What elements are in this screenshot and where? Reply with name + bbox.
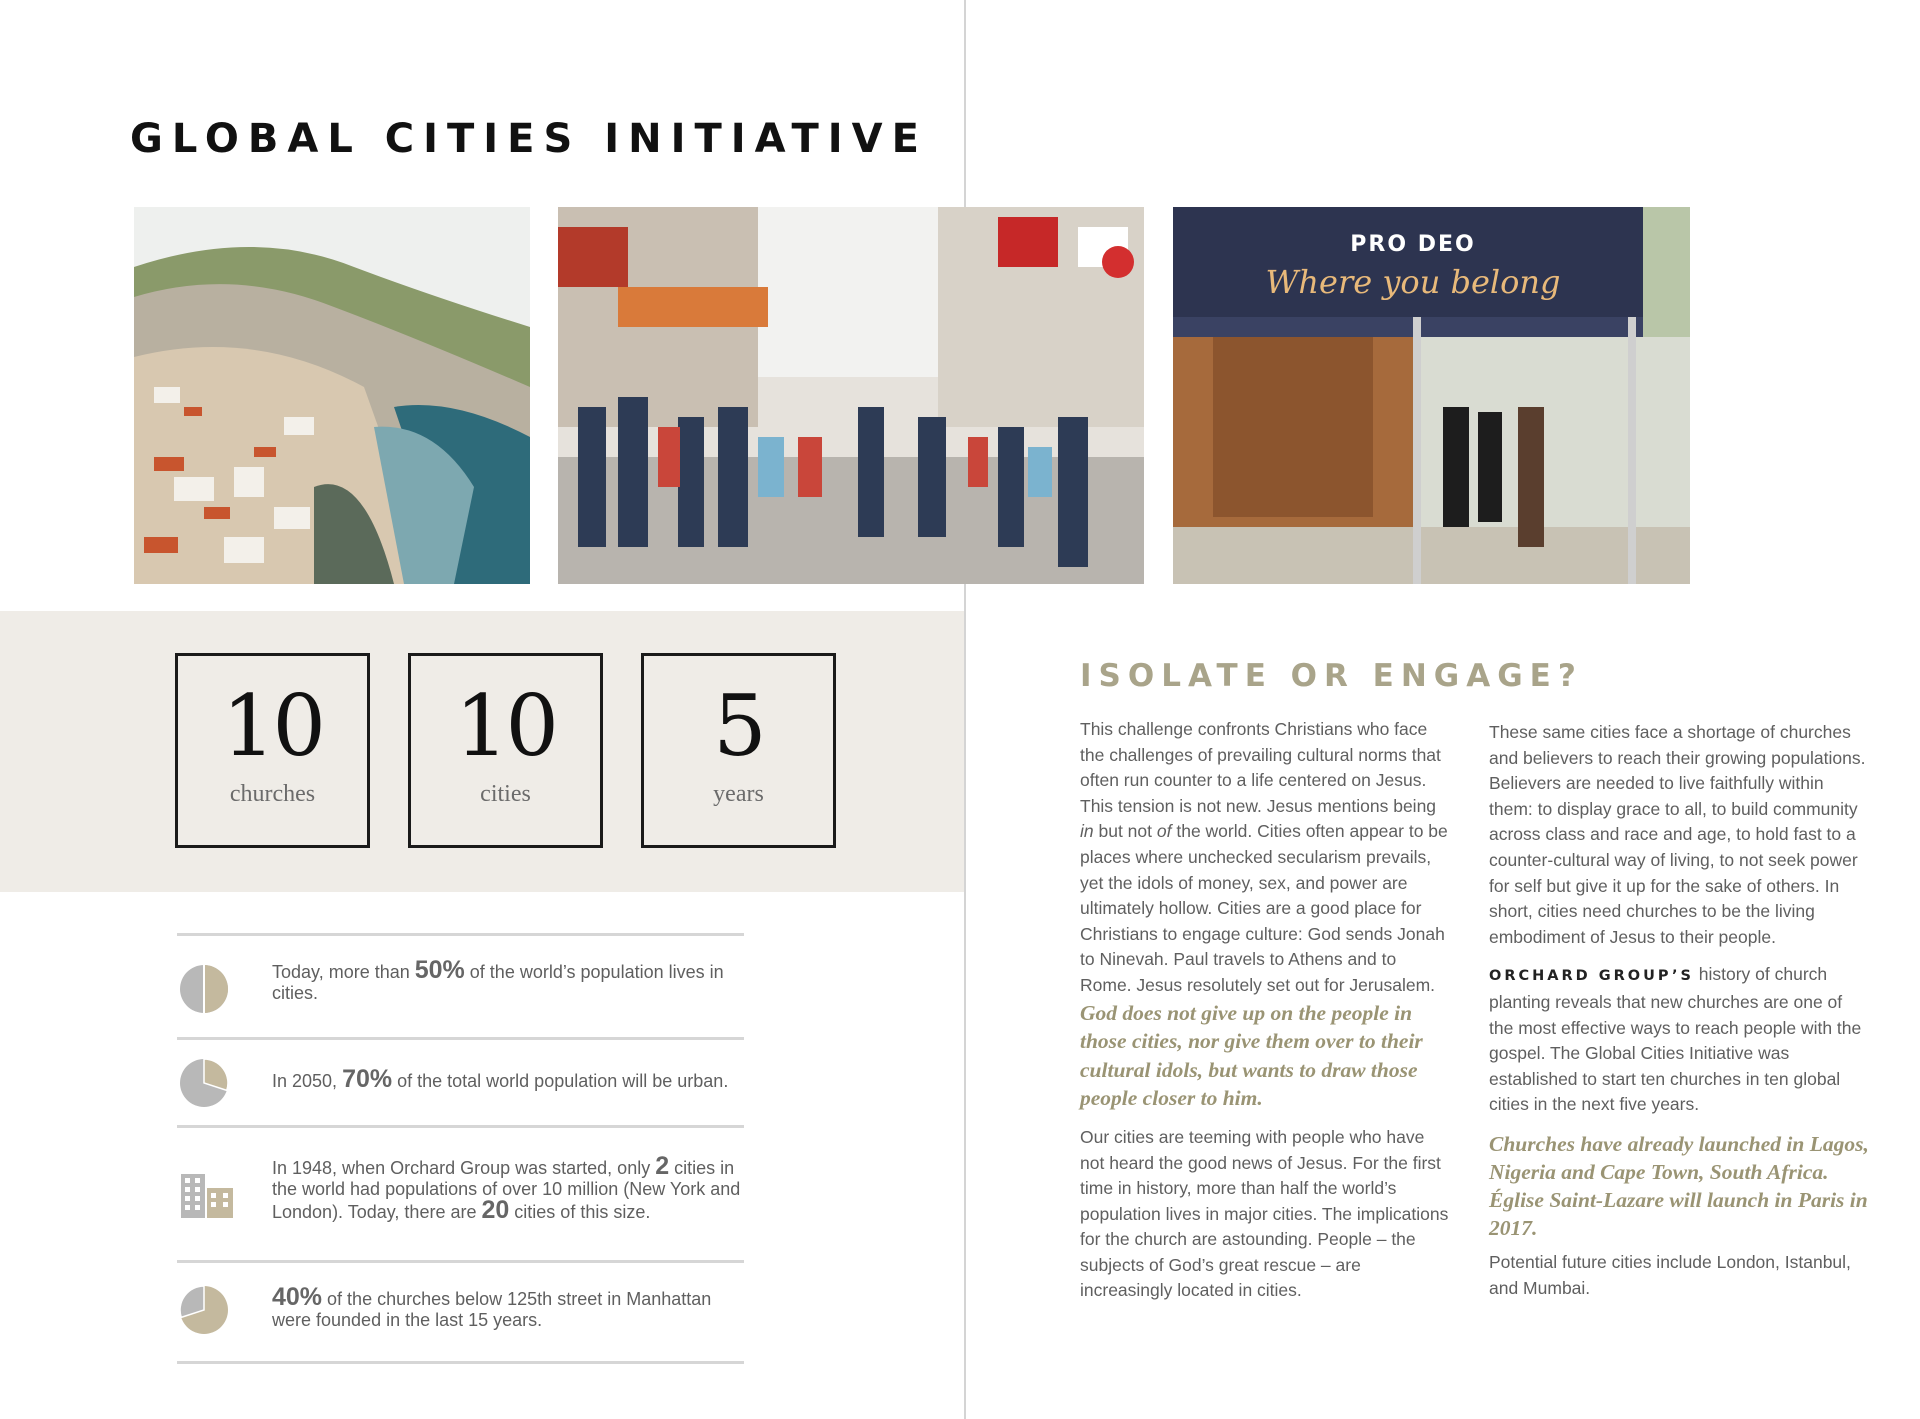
fact-text: 40% of the churches below 125th street in Manhattan were founded in the last 15 years. — [272, 1283, 712, 1330]
body-paragraph: These same cities face a shortage of churches and believers to reach their growing populations. Believers are needed to live faithfully within them: to display grace to all, to build community across class and race and age, to hold fast to a counter-cultural way of living, to not seek power for self but give it up for the sake of others. In short, cities need churches to be the living embodiment of Jesus to their people. — [1489, 722, 1866, 947]
body-paragraph: Potential future cities include London, Istanbul, and Mumbai. — [1489, 1251, 1851, 1298]
tent-brand-text: PRO DEO — [1350, 232, 1476, 257]
fact-item — [177, 1128, 744, 1260]
divider — [177, 1361, 744, 1364]
pie-chart-70-icon — [179, 1058, 229, 1108]
stat-number: 5 — [713, 677, 764, 775]
pull-quote: Churches have already launched in Lagos, Nigeria and Cape Town, South Africa. Église Saint-Lazare will launch in Paris in 2017. — [1489, 1131, 1869, 1240]
text-column-right — [1489, 720, 1869, 1313]
stat-box-cities — [408, 653, 603, 848]
body-paragraph: This challenge confronts Christians who face the challenges of prevailing cultural norms that often run counter to a life centered on Jesus. This tension is not new. Jesus mentions being in but not of the world. Cities often appear to be places where unchecked secularism prevails, yet the idols of money, sex, and power are ultimately hollow. Cities are a good place for Christians to engage culture: God sends Jonah to Ninevah. Paul travels to Athens and to Rome. Jesus resolutely set out for Jerusalem. God does not give up on the people in those cities, nor give them over to their cultural idols, but wants to draw those people closer to him. — [1080, 719, 1448, 1111]
page-title: GLOBAL CITIES INITIATIVE — [130, 116, 928, 162]
pull-quote: God does not give up on the people in those cities, nor give them over to their cultural idols, but wants to draw those people closer to him. — [1080, 1000, 1423, 1111]
buildings-icon — [179, 1172, 235, 1220]
text-column-left — [1080, 717, 1450, 1316]
fact-text: Today, more than 50% of the world’s population lives in cities. — [272, 956, 724, 1003]
stat-box-churches — [175, 653, 370, 848]
tent-slogan-text: Where you belong — [1265, 263, 1561, 301]
stat-box-years — [641, 653, 836, 848]
fact-item — [177, 1040, 744, 1125]
body-paragraph: Our cities are teeming with people who have not heard the good news of Jesus. For the first time in history, more than half the world’s population lives in major cities. The implications for the church are astounding. People – the subjects of God’s great rescue – are increasingly located in cities. — [1080, 1126, 1449, 1301]
org-name: ORCHARD GROUP’S — [1489, 968, 1694, 985]
facts-list — [177, 933, 744, 1364]
stat-number: 10 — [222, 677, 323, 775]
body-paragraph: ORCHARD GROUP’S history of church planting reveals that new churches are one of the most effective ways to reach people with the gospel. The Global Cities Initiative was established to start ten churches in ten global cities in the next five years. — [1489, 964, 1862, 1115]
stat-label: years — [713, 781, 764, 807]
paris-street-crowd-photo — [558, 207, 1144, 584]
pie-chart-50-icon — [179, 964, 229, 1014]
coastal-city-photo — [134, 207, 530, 584]
section-title: ISOLATE OR ENGAGE? — [1080, 658, 1583, 694]
stat-label: cities — [480, 781, 531, 807]
pie-chart-40-icon — [179, 1285, 229, 1335]
fact-text: In 1948, when Orchard Group was started, only 2 cities in the world had populations of over 10 million (New York and London). Today, there are 20 cities of this size. — [272, 1152, 741, 1224]
fact-item — [177, 1263, 744, 1361]
stat-number: 10 — [455, 677, 556, 775]
stat-label: churches — [229, 781, 316, 807]
pro-deo-tent-photo — [1173, 207, 1690, 584]
fact-text: In 2050, 70% of the total world population will be urban. — [272, 1065, 729, 1093]
fact-item — [177, 936, 744, 1037]
